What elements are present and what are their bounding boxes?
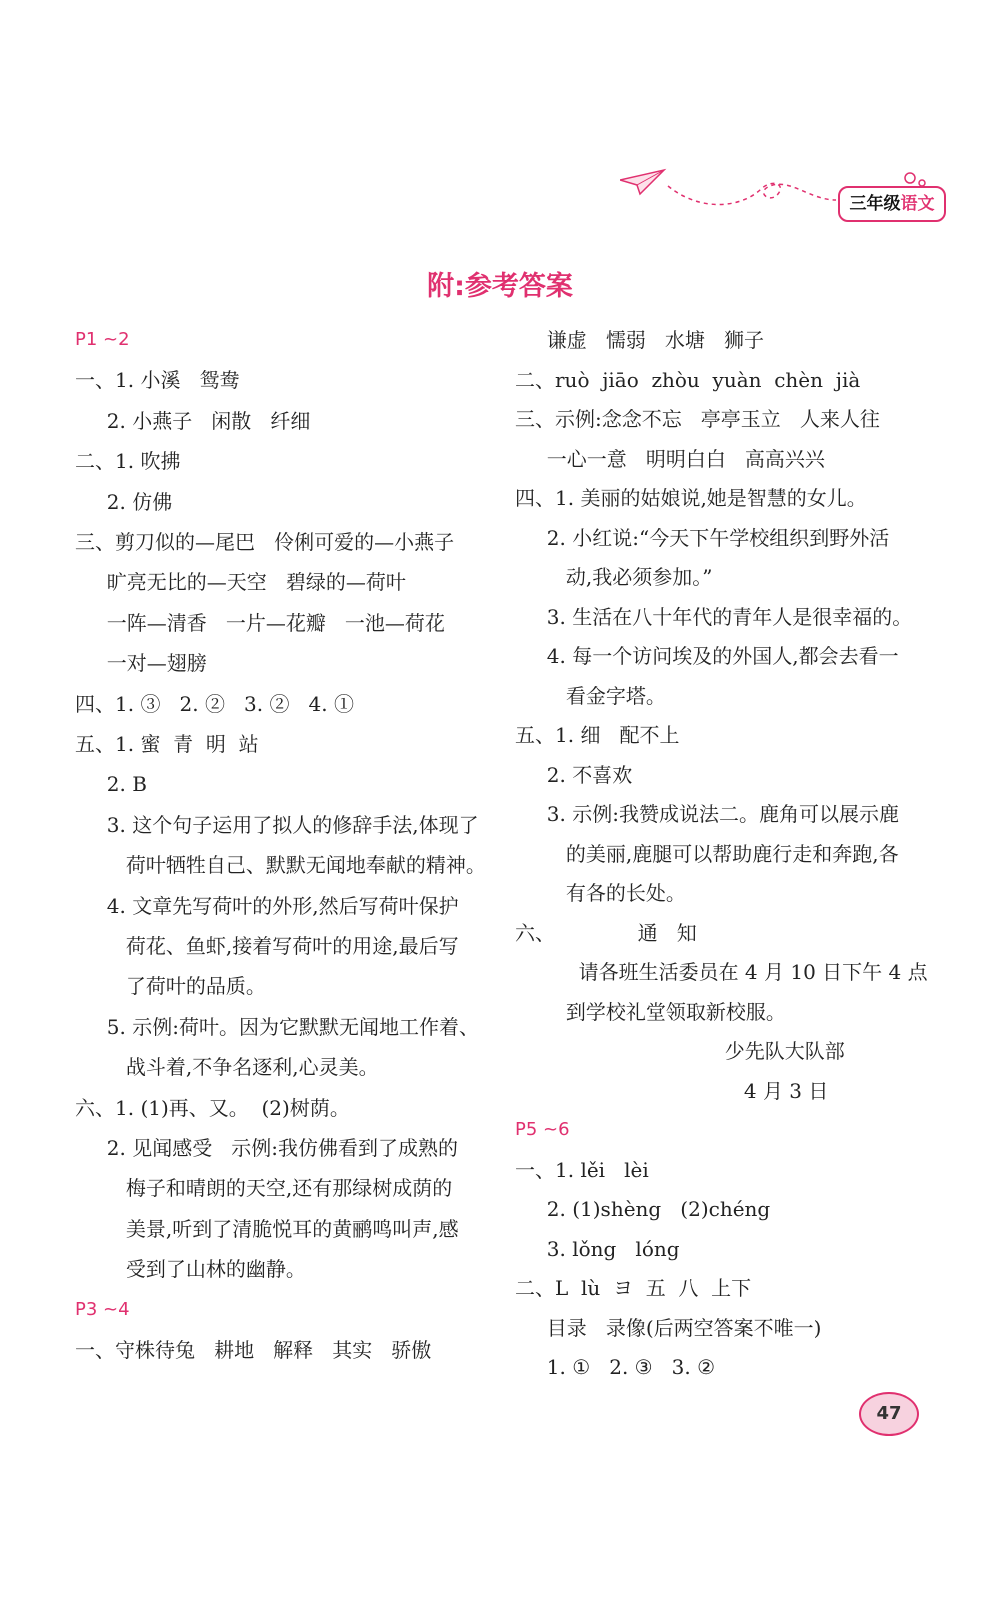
- answer-line: 请各班生活委员在 4 月 10 日下午 4 点: [515, 960, 928, 984]
- answer-line: 2. 见闻感受 示例:我仿佛看到了成熟的: [75, 1136, 459, 1160]
- answer-line: 一心一意 明明白白 高高兴兴: [515, 446, 825, 471]
- answer-line: 二、L lù ヨ 五 八 上下: [515, 1276, 752, 1300]
- answer-line: 谦虚 懦弱 水塘 狮子: [515, 328, 765, 352]
- answer-line: 1. ① 2. ③ 3. ②: [515, 1355, 716, 1379]
- answer-line: 2. 不喜欢: [515, 762, 633, 787]
- answer-line: 2. (1)shèng (2)chéng: [515, 1197, 771, 1221]
- answer-line: 3. 这个句子运用了拟人的修辞手法,体现了: [75, 812, 479, 837]
- answer-line: 五、1. 蜜 青 明 站: [75, 732, 259, 756]
- answer-line: 梅子和晴朗的天空,还有那绿树成荫的: [75, 1176, 453, 1201]
- answer-line: 一对—翅膀: [75, 651, 207, 676]
- answer-line: 4. 文章先写荷叶的外形,然后写荷叶保护: [75, 893, 459, 918]
- page-title: 附:参考答案: [427, 271, 573, 302]
- answer-line: 2. 小燕子 闲散 纤细: [75, 408, 311, 433]
- answer-line: 的美丽,鹿腿可以帮助鹿行走和奔跑,各: [515, 841, 899, 866]
- answer-line: 目录 录像(后两空答案不唯一): [515, 1315, 822, 1340]
- answer-line: 三、剪刀似的—尾巴 伶俐可爱的—小燕子: [75, 530, 455, 554]
- page-number: 47: [859, 1392, 919, 1436]
- answer-line: 4. 每一个访问埃及的外国人,都会去看一: [515, 644, 899, 668]
- answer-line: 六、 通 知: [515, 920, 697, 945]
- answer-line: 3. 生活在八十年代的青年人是很幸福的。: [515, 604, 913, 629]
- answer-line: 荷叶牺牲自己、默默无闻地奉献的精神。: [75, 853, 486, 878]
- answer-line: 2. 仿佛: [75, 489, 173, 514]
- header-decoration: [620, 160, 960, 230]
- answer-line: 荷花、鱼虾,接着写荷叶的用途,最后写: [75, 934, 459, 958]
- subject-label: 语文: [900, 194, 935, 214]
- grade-subject-badge: [838, 186, 946, 222]
- answer-line: 2. 小红说:“今天下午学校组织到野外活: [515, 525, 890, 550]
- answer-line: 四、1. 美丽的姑娘说,她是智慧的女儿。: [515, 486, 867, 510]
- answer-line: 到学校礼堂领取新校服。: [515, 999, 786, 1024]
- answer-line: 了荷叶的品质。: [75, 974, 266, 999]
- section-heading: P1 ~2: [75, 329, 130, 350]
- answer-line: 2. B: [75, 772, 147, 797]
- answer-line: 一阵—清香 一片—花瓣 一池—荷花: [75, 610, 445, 635]
- answer-line: 六、1. (1)再、又。 (2)树荫。: [75, 1095, 350, 1120]
- answer-line: 一、1. 小溪 鸳鸯: [75, 368, 240, 393]
- answer-line: 3. 示例:我赞成说法二。鹿角可以展示鹿: [515, 802, 899, 826]
- answer-line: 旷亮无比的—天空 碧绿的—荷叶: [75, 570, 406, 595]
- section-heading: P5 ~6: [515, 1119, 570, 1140]
- answer-line: 四、1. ③ 2. ② 3. ② 4. ①: [75, 691, 354, 716]
- answer-line: 一、1. lěi lèi: [515, 1157, 649, 1182]
- grade-label: 三年级: [849, 194, 901, 214]
- answer-line: 3. lǒng lóng: [515, 1236, 680, 1261]
- answer-line: 二、1. 吹拂: [75, 449, 181, 474]
- answer-line: 三、示例:念念不忘 亭亭玉立 人来人往: [515, 407, 880, 431]
- answer-line: 看金字塔。: [515, 683, 666, 708]
- answer-line: 少先队大队部: [515, 1039, 845, 1063]
- answer-line: 二、ruò jiāo zhòu yuàn chèn jià: [515, 367, 861, 392]
- section-heading: P3 ~4: [75, 1298, 130, 1320]
- answer-line: 战斗着,不争名逐利,心灵美。: [75, 1055, 379, 1080]
- answer-line: 受到了山林的幽静。: [75, 1257, 306, 1282]
- answer-line: 5. 示例:荷叶。因为它默默无闻地工作着、: [75, 1014, 479, 1039]
- answer-line: 美景,听到了清脆悦耳的黄鹂鸣叫声,感: [75, 1216, 459, 1241]
- answer-line: 动,我必须参加。”: [515, 565, 713, 589]
- answer-line: 有各的长处。: [515, 881, 686, 905]
- answer-line: 五、1. 细 配不上: [515, 723, 680, 747]
- answer-line: 4 月 3 日: [515, 1078, 829, 1103]
- answer-line: 一、守株待兔 耕地 解释 其实 骄傲: [75, 1338, 432, 1362]
